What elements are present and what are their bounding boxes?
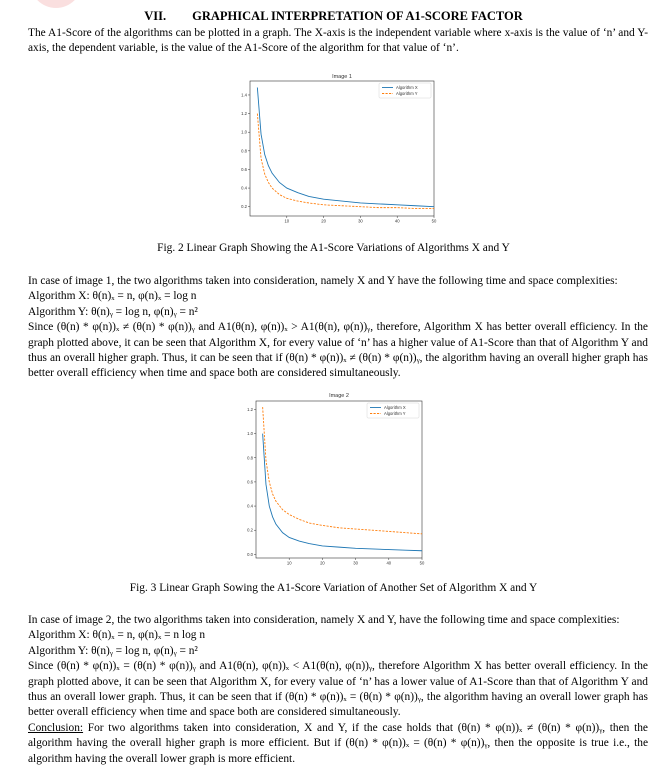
conclusion-text: For two algorithms taken into consideration, X and Y, if the case holds that (θ(n) * φ(n))ₓ ≠ (θ(n) * φ(n))ᵧ, then the algorithm having the overall higher graph is more efficient. But if (θ(n) * φ(n))ₓ = (θ(n) * φ(n))ᵧ, then the opposite is true i.e., the algorithm having the overall lower graph is more efficient. — [28, 721, 648, 765]
intro-text: The A1-Score of the algorithms can be plotted in a graph. The X-axis is the independent variable where x-axis is the value of ‘n’ and Y-axis, the dependent variable, is the value of the A1-Score of the algorithm for that value of ‘n’. — [28, 27, 648, 55]
legend-label: Algorithm Y — [384, 411, 406, 416]
y-tick-label: 0.6 — [247, 479, 253, 485]
case-2-algorithm-x: Algorithm X: θ(n)ₓ = n, φ(n)ₓ = n log n — [28, 629, 206, 642]
case-1-algorithm-x: Algorithm X: θ(n)ₓ = n, φ(n)ₓ = log n — [28, 290, 197, 303]
y-tick-label: 1.0 — [247, 431, 253, 437]
legend-label: Algorithm Y — [396, 91, 418, 96]
case-2-algorithm-y: Algorithm Y: θ(n)ᵧ = log n, φ(n)ᵧ = n² — [28, 644, 198, 657]
chart-image-2 — [230, 390, 430, 570]
x-tick-label: 40 — [394, 218, 400, 224]
chart-title: Image 2 — [329, 393, 349, 399]
chart-image-1 — [222, 71, 444, 229]
section-heading — [0, 9, 667, 24]
x-tick-label: 50 — [419, 560, 425, 566]
y-tick-label: 0.4 — [247, 503, 253, 509]
x-tick-label: 20 — [321, 218, 326, 224]
case-2-lead: In case of image 2, the two algorithms taken into consideration, namely X and Y, have the following time and space complexities: — [28, 614, 620, 626]
chart-title: Image 1 — [332, 74, 352, 80]
case-2-body: Since (θ(n) * φ(n))ₓ = (θ(n) * φ(n))ᵧ and A1(θ(n), φ(n))ₓ < A1(θ(n), φ(n))ᵧ, therefore Algorithm X has better overall efficiency. In the graph plotted above, it can be seen that Algorithm X, for every value of ‘n’ has a lower value of A1-Score than that of Algorithm Y and thus an overall lower graph. Thus, it can be seen that if (θ(n) * φ(n))ₓ = (θ(n) * φ(n))ᵧ, the algorithm having an overall lower graph has better overall efficiency when time and space both are considered simultaneously. — [28, 660, 648, 719]
x-tick-label: 30 — [358, 218, 363, 224]
x-tick-label: 30 — [353, 560, 358, 566]
figure-2-caption: Fig. 3 Linear Graph Sowing the A1-Score Variation of Another Set of Algorithm X and Y — [129, 582, 538, 594]
figure-2 — [230, 390, 430, 570]
y-tick-label: 0.0 — [247, 551, 253, 557]
figure-1-caption: Fig. 2 Linear Graph Showing the A1-Score Variations of Algorithms X and Y — [157, 242, 510, 254]
x-tick-label: 10 — [284, 218, 290, 224]
y-tick-label: 0.4 — [241, 185, 247, 191]
y-tick-label: 1.0 — [241, 129, 247, 135]
case-1-lead: In case of image 1, the two algorithms taken into consideration, namely X and Y have the following time and space complexities: — [28, 275, 618, 287]
x-tick-label: 20 — [320, 560, 325, 566]
case-1-algorithm-y: Algorithm Y: θ(n)ᵧ = log n, φ(n)ᵧ = n² — [28, 305, 198, 318]
intro-paragraph — [28, 26, 648, 57]
case-2-section — [28, 613, 648, 767]
y-tick-label: 0.2 — [247, 527, 253, 533]
x-tick-label: 50 — [431, 218, 437, 224]
x-tick-label: 10 — [286, 560, 292, 566]
case-1-body: Since (θ(n) * φ(n))ₓ ≠ (θ(n) * φ(n))ᵧ and A1(θ(n), φ(n))ₓ > A1(θ(n), φ(n))ᵧ, therefore, Algorithm X has better overall efficiency. In the graph plotted above, it can be seen that Algorithm X, for every value of ‘n’ has a higher value of A1-Score than that of Algorithm Y and thus an overall higher graph. Thus, it can be seen that if (θ(n) * φ(n))ₓ ≠ (θ(n) * φ(n))ᵧ, the algorithm having an overall higher graph has better overall efficiency when time and space both are considered simultaneously. — [28, 321, 648, 380]
y-tick-label: 0.8 — [241, 148, 247, 154]
case-1-section — [28, 274, 648, 382]
y-tick-label: 0.8 — [247, 455, 253, 461]
y-tick-label: 0.6 — [241, 166, 247, 172]
y-tick-label: 0.2 — [241, 204, 247, 210]
legend-label: Algorithm X — [396, 85, 418, 90]
y-tick-label: 1.2 — [241, 111, 247, 117]
legend-label: Algorithm X — [384, 405, 406, 410]
section-number: VII. — [144, 9, 167, 23]
figure-1 — [222, 71, 444, 229]
y-tick-label: 1.2 — [247, 406, 253, 412]
journal-logo — [30, 0, 82, 8]
y-tick-label: 1.4 — [241, 92, 247, 98]
conclusion-label: Conclusion: — [28, 721, 84, 734]
x-tick-label: 40 — [386, 560, 392, 566]
section-title: GRAPHICAL INTERPRETATION OF A1-SCORE FACTOR — [192, 9, 523, 23]
conclusion-paragraph — [28, 721, 648, 767]
